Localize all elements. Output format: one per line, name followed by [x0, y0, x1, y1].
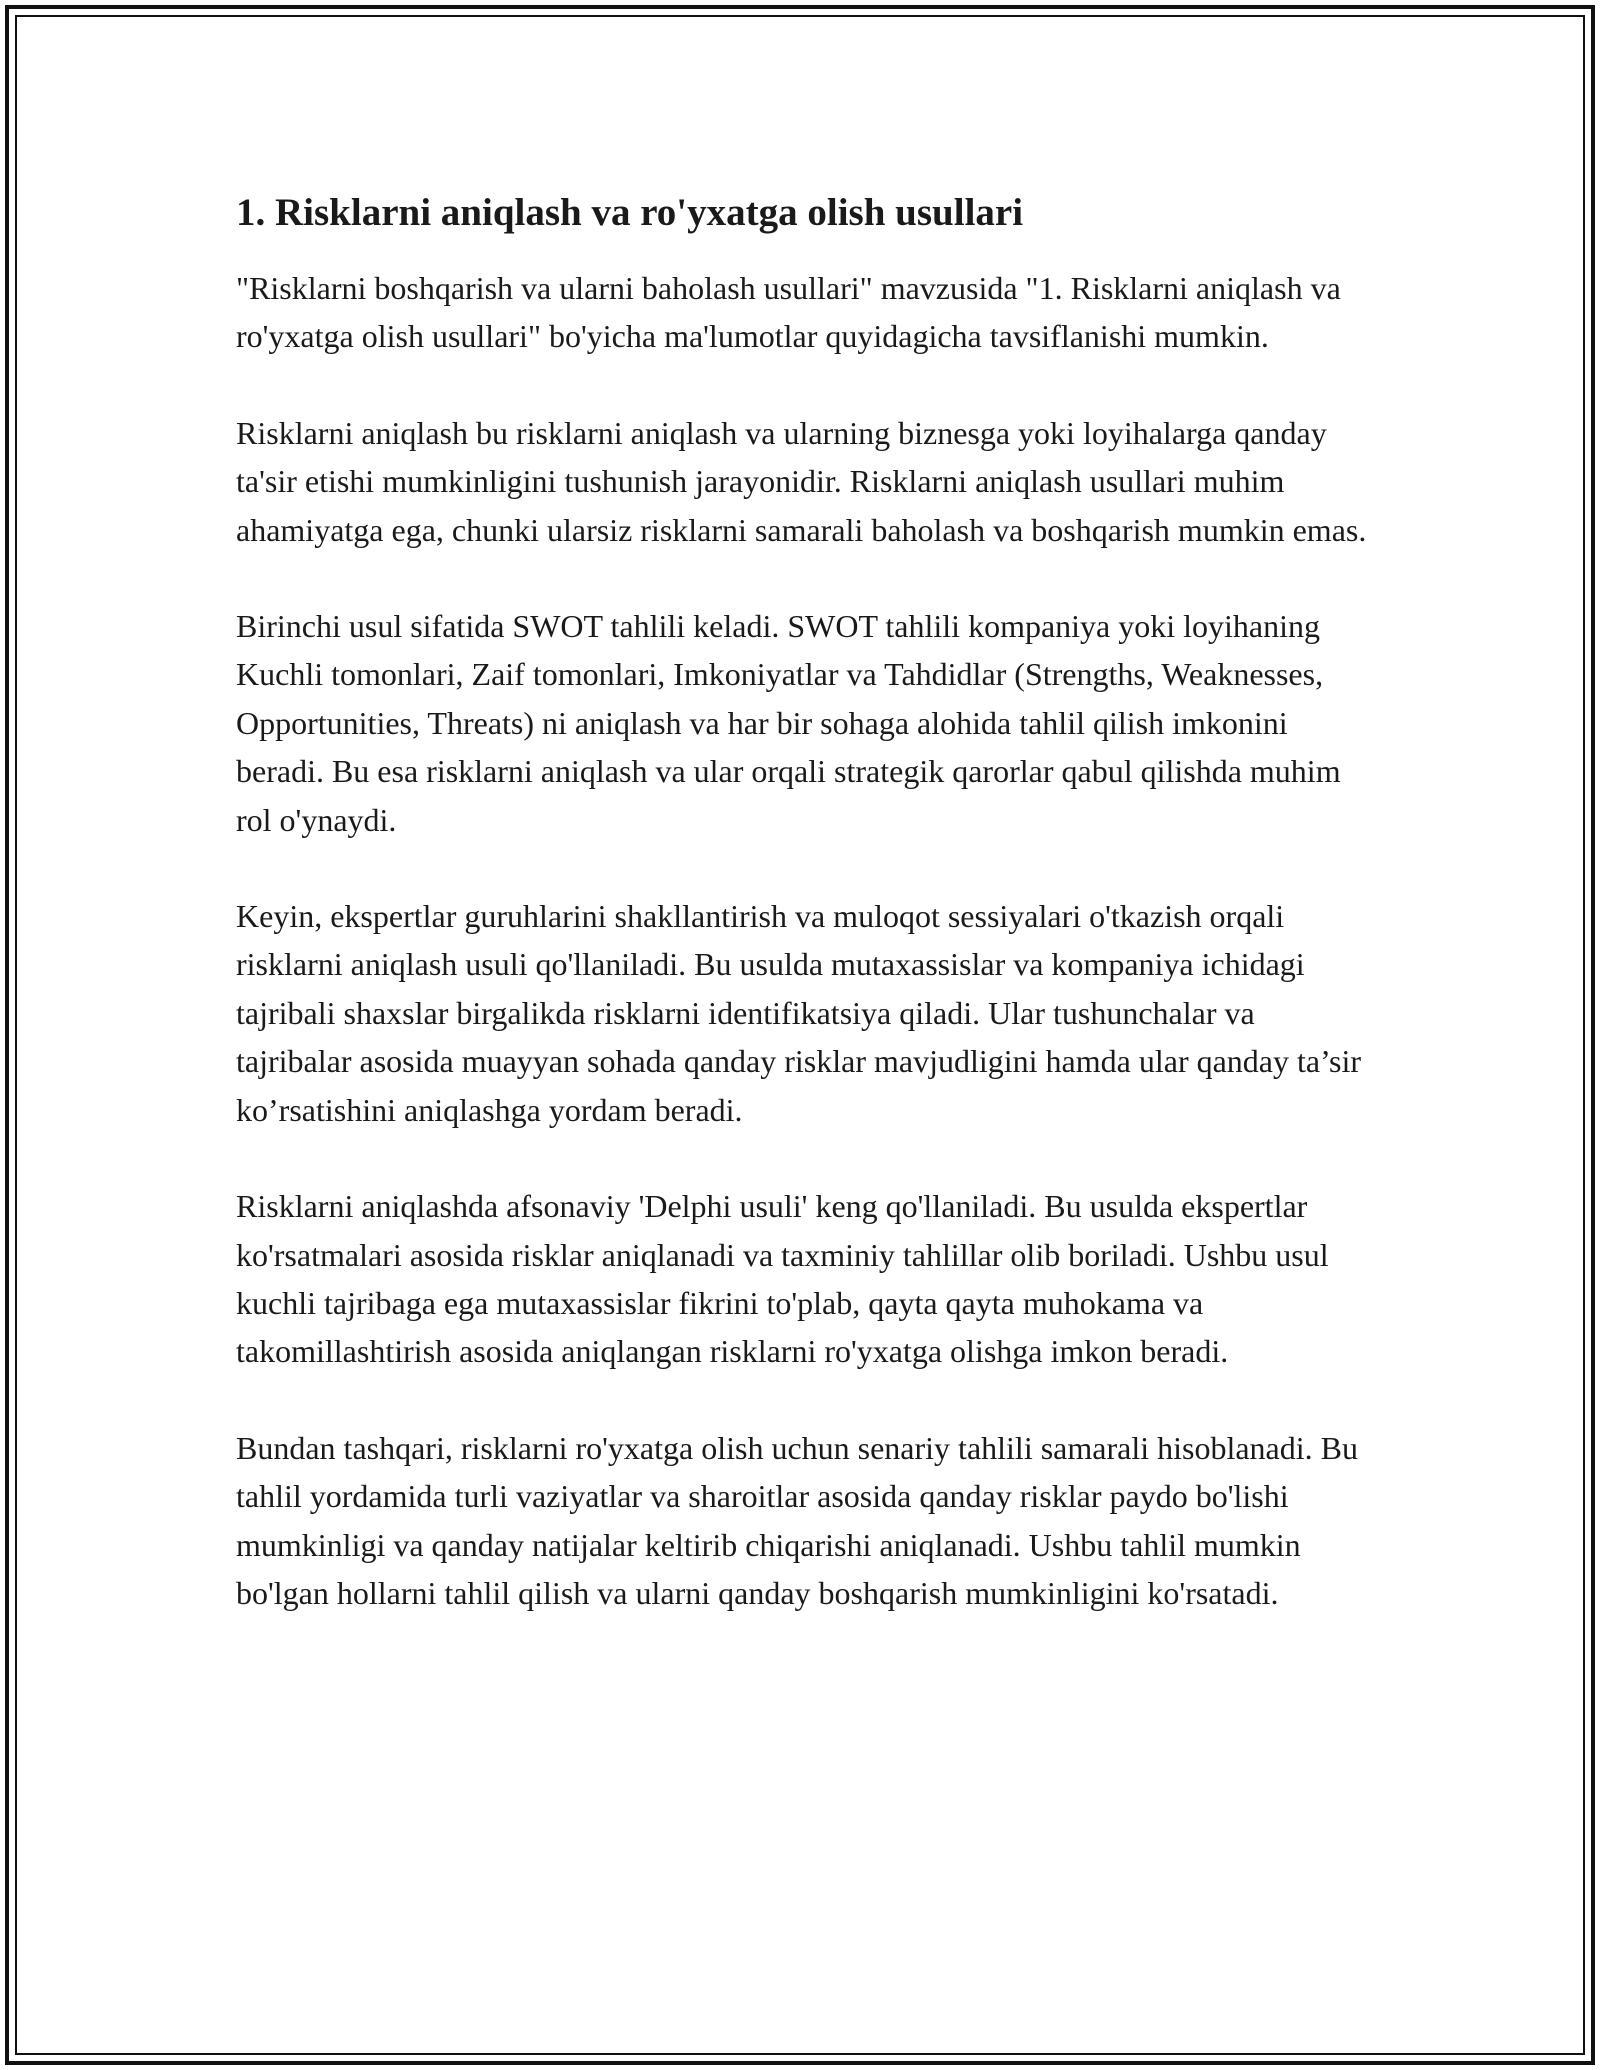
risk-identification-paragraph: Risklarni aniqlash bu risklarni aniqlash va ularning biznesga yoki loyihalarga qanday ta'sir etishi mumkinligini tushunish jarayonidir. Risklarni aniqlash usullari muhim ahamiyatga ega, chunki ularsiz risklarni samarali baholash va boshqarish mumkin emas. [236, 414, 1367, 548]
scenario-analysis-paragraph: Bundan tashqari, risklarni ro'yxatga olish uchun senariy tahlili samarali hisoblanadi. Bu tahlil yordamida turli vaziyatlar va sharoitlar asosida qanday risklar paydo bo'lishi mumkinligi va qanday natijalar keltirib chiqarishi aniqlanadi. Ushbu tahlil mumkin bo'lgan hollarni tahlil qilish va ularni qanday boshqarish mumkinligini ko'rsatadi. [236, 1429, 1358, 1611]
document-body [236, 186, 1376, 1617]
intro-paragraph: "Risklarni boshqarish va ularni baholash usullari" mavzusida "1. Risklarni aniqlash va ro'yxatga olish usullari" bo'yicha ma'lumotlar quyidagicha tavsiflanishi mumkin. [236, 270, 1341, 355]
expert-groups-paragraph: Keyin, ekspertlar guruhlarini shakllantirish va muloqot sessiyalari o'tkazish orqali risklarni aniqlash usuli qo'llaniladi. Bu usulda mutaxassislar va kompaniya ichidagi tajribali shaxslar birgalikda risklarni identifikatsiya qiladi. Ular tushunchalar va tajribalar asosida muayyan sohada qanday risklar mavjudligini hamda ular qanday ta’sir ko’rsatishini aniqlashga yordam beradi. [236, 898, 1361, 1128]
swot-analysis-paragraph: Birinchi usul sifatida SWOT tahlili keladi. SWOT tahlili kompaniya yoki loyihaning Kuchli tomonlari, Zaif tomonlari, Imkoniyatlar va Tahdidlar (Strengths, Weaknesses, Opportunities, Threats) ni aniqlash va har bir sohaga alohida tahlil qilish imkonini beradi. Bu esa risklarni aniqlash va ular orqali strategik qarorlar qabul qilishda muhim rol o'ynaydi. [236, 608, 1341, 838]
delphi-method-paragraph: Risklarni aniqlashda afsonaviy 'Delphi usuli' keng qo'llaniladi. Bu usulda ekspertlar ko'rsatmalari asosida risklar aniqlanadi va taxminiy tahlillar olib boriladi. Ushbu usul kuchli tajribaga ega mutaxassislar fikrini to'plab, qayta qayta muhokama va takomillashtirish asosida aniqlangan risklarni ro'yxatga olishga imkon beradi. [236, 1188, 1329, 1370]
page-title: 1. Risklarni aniqlash va ro'yxatga olish usullari [236, 191, 1024, 234]
